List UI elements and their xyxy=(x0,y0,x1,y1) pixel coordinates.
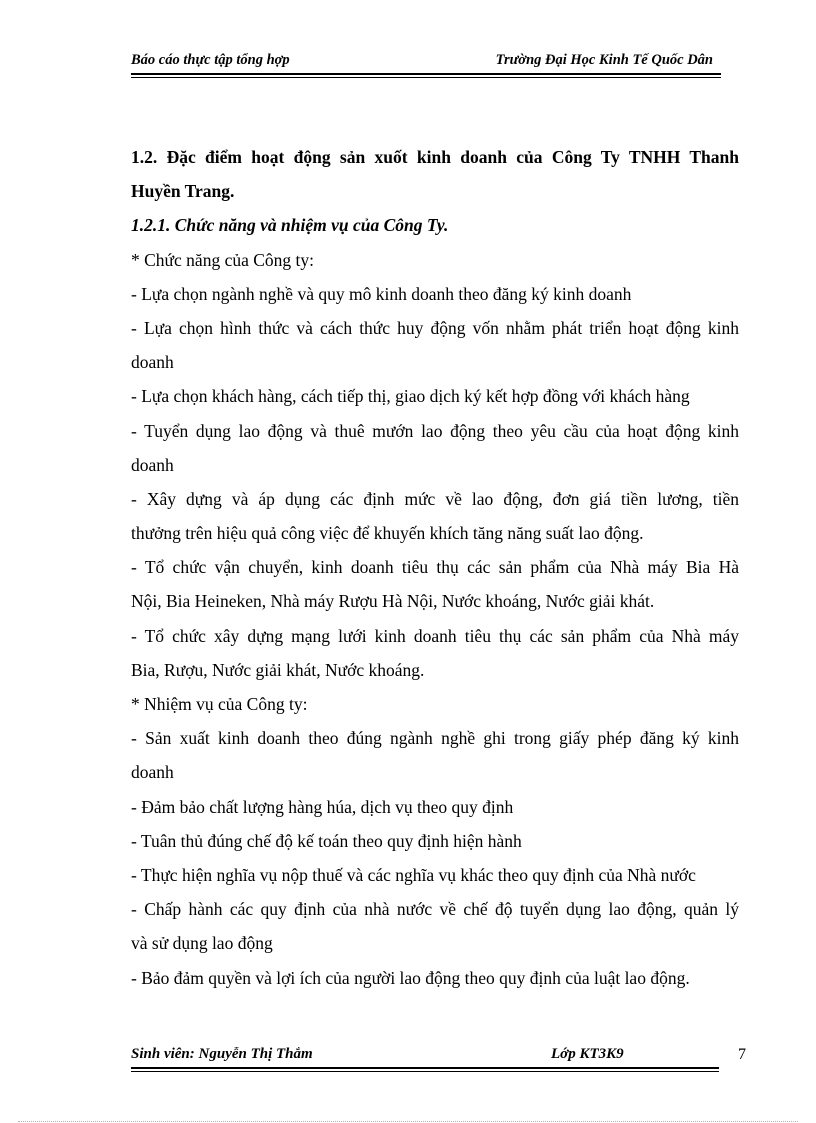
section-heading-line-2: Huyền Trang. xyxy=(131,181,235,202)
header-rule-thin xyxy=(131,77,721,78)
paragraph-line: - Lựa chọn khách hàng, cách tiếp thị, giao dịch ký kết hợp đồng với khách hàng xyxy=(131,386,690,407)
paragraph-line: - Đảm bảo chất lượng hàng húa, dịch vụ theo quy định xyxy=(131,796,514,817)
paragraph-line: - Sản xuất kinh doanh theo đúng ngành nghề ghi trong giấy phép đăng ký kinh xyxy=(131,728,739,749)
section-heading-line-1: 1.2. Đặc điểm hoạt động sản xuốt kinh doanh của Công Ty TNHH Thanh xyxy=(131,147,739,167)
paragraph-line: Nội, Bia Heineken, Nhà máy Rượu Hà Nội, Nước khoáng, Nước giải khát. xyxy=(131,591,655,612)
paragraph-line: - Tổ chức vận chuyển, kinh doanh tiêu thụ các sản phẩm của Nhà máy Bia Hà xyxy=(131,557,739,578)
paragraph-line: - Chấp hành các quy định của nhà nước về chế độ tuyển dụng lao động, quản lý xyxy=(131,899,739,920)
header-rule-thick xyxy=(131,73,721,75)
page-body xyxy=(131,140,739,995)
page-header xyxy=(131,52,721,72)
paragraph-line: doanh xyxy=(131,352,174,373)
subsection-heading: 1.2.1. Chức năng và nhiệm vụ của Công Ty. xyxy=(131,215,449,236)
footer-rule-thick xyxy=(131,1067,719,1069)
footer-rule-thin xyxy=(131,1071,719,1072)
paragraph-line: - Tuyển dụng lao động và thuê mướn lao động theo yêu cầu của hoạt động kinh xyxy=(131,420,739,441)
paragraph-line: * Nhiệm vụ của Công ty: xyxy=(131,694,308,714)
paragraph-line: - Thực hiện nghĩa vụ nộp thuế và các nghĩa vụ khác theo quy định của Nhà nước xyxy=(131,864,696,885)
footer-class: Lớp KT3K9 xyxy=(551,1046,624,1062)
paragraph-line: và sử dụng lao động xyxy=(131,933,273,954)
paragraph-line: doanh xyxy=(131,454,174,475)
paragraph-line: Bia, Rượu, Nước giải khát, Nước khoáng. xyxy=(131,659,425,680)
paragraph-line: - Xây dựng và áp dụng các định mức về lao động, đơn giá tiền lương, tiền xyxy=(131,488,739,509)
paragraph-line: - Bảo đảm quyền và lợi ích của người lao động theo quy định của luật lao động. xyxy=(131,967,690,988)
paragraph-line: doanh xyxy=(131,762,174,783)
header-report-title: Báo cáo thực tập tổng hợp xyxy=(131,52,290,68)
page-break-dotted-line xyxy=(18,1121,798,1122)
paragraph-line: - Lựa chọn hình thức và cách thức huy động vốn nhằm phát triển hoạt động kinh xyxy=(131,317,739,338)
paragraph-line: - Tuân thủ đúng chế độ kế toán theo quy định hiện hành xyxy=(131,830,522,851)
page-number: 7 xyxy=(738,1046,746,1063)
paragraph-line: - Lựa chọn ngành nghề và quy mô kinh doanh theo đăng ký kinh doanh xyxy=(131,283,632,304)
footer-student-name: Sinh viên: Nguyễn Thị Thắm xyxy=(131,1046,313,1062)
paragraph-line: - Tổ chức xây dựng mạng lưới kinh doanh tiêu thụ các sản phẩm của Nhà máy xyxy=(131,625,739,646)
header-university-name: Trường Đại Học Kinh Tế Quốc Dân xyxy=(495,52,713,68)
page-footer xyxy=(131,1046,746,1066)
paragraph-line: * Chức năng của Công ty: xyxy=(131,249,314,270)
paragraph-line: thưởng trên hiệu quả công việc để khuyến khích tăng năng suất lao động. xyxy=(131,523,644,544)
